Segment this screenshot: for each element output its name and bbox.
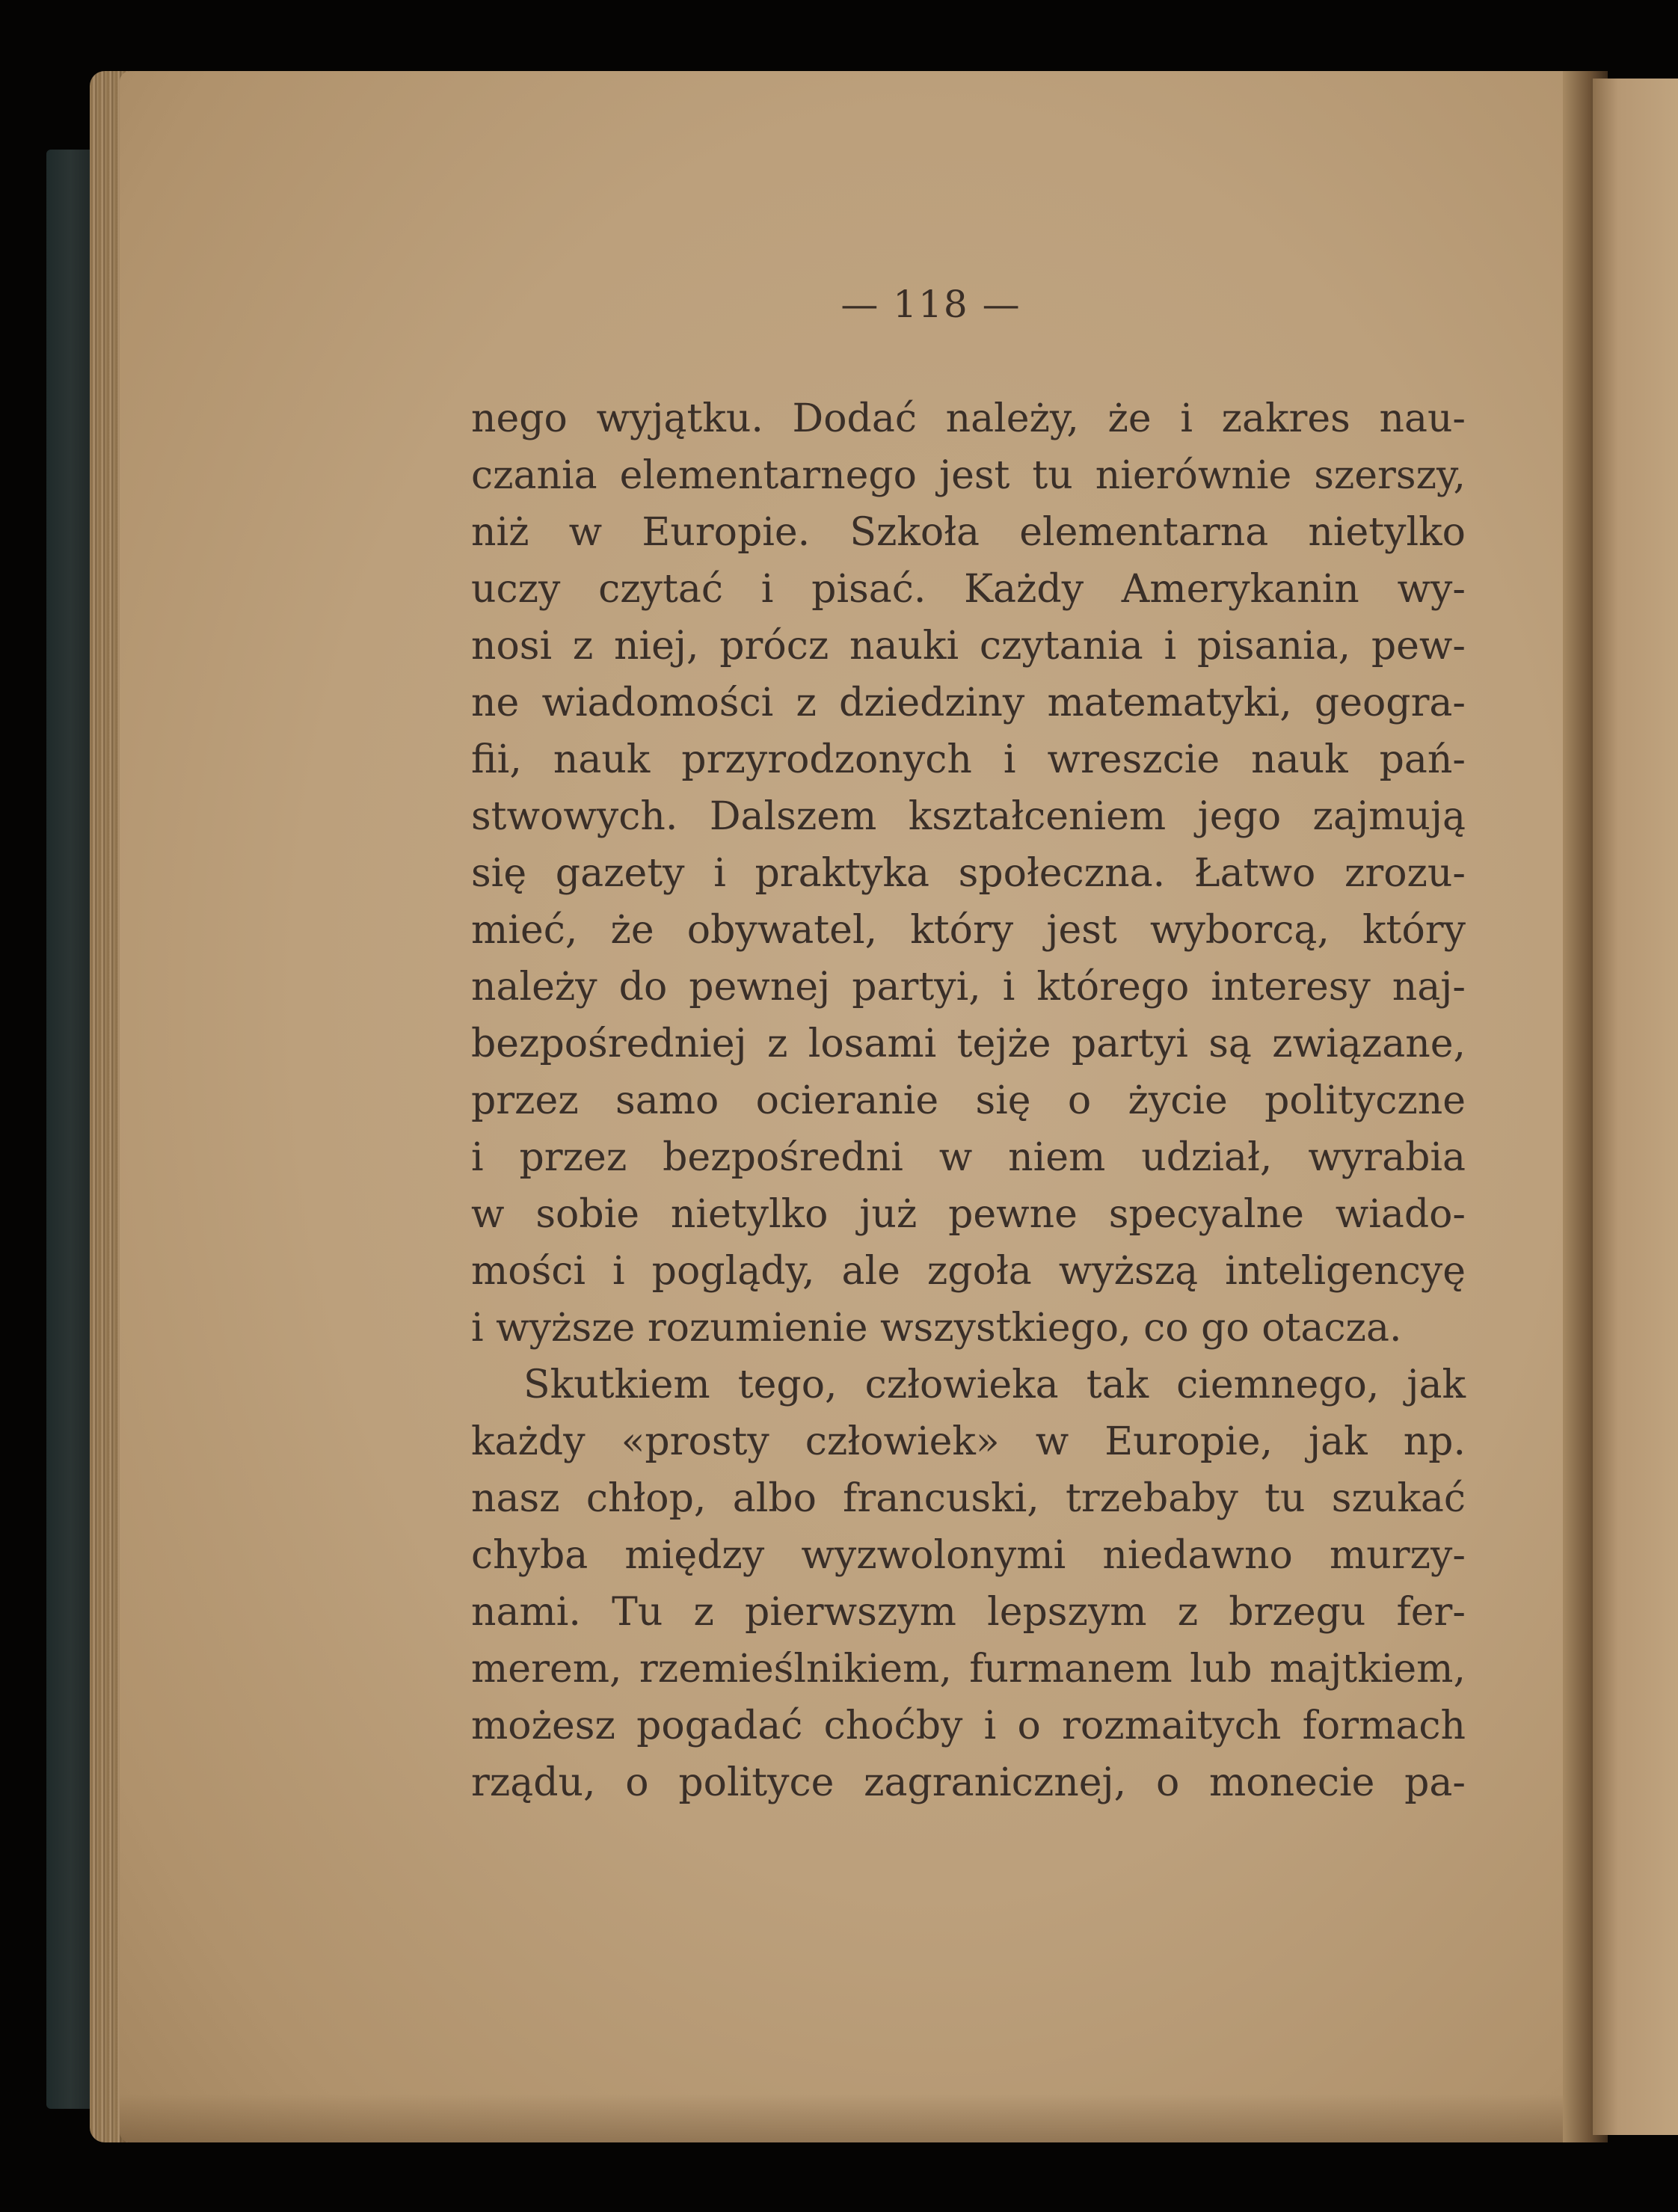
page-bottom-shadow <box>120 2094 1596 2142</box>
text-line: niż w Europie. Szkoła elementarna nietylko <box>471 510 1466 555</box>
text-line: czania elementarnego jest tu nierównie szerszy, <box>471 453 1466 498</box>
text-line: nami. Tu z pierwszym lepszym z brzegu fer- <box>471 1590 1466 1635</box>
text-line: bezpośredniej z losami tejże partyi są związane, <box>471 1021 1466 1066</box>
text-line: nego wyjątku. Dodać należy, że i zakres nau- <box>471 396 1466 441</box>
text-line: należy do pewnej partyi, i którego interesy naj- <box>471 965 1466 1010</box>
text-line: chyba między wyzwolonymi niedawno murzy- <box>471 1533 1466 1578</box>
text-line: fii, nauk przyrodzonych i wreszcie nauk pań- <box>471 737 1466 782</box>
text-line: mieć, że obywatel, który jest wyborcą, który <box>471 908 1466 953</box>
page-number: — 118 — <box>840 283 1021 326</box>
text-line: ne wiadomości z dziedziny matematyki, geogra- <box>471 681 1466 725</box>
body-text <box>471 390 1466 1811</box>
text-line: rządu, o polityce zagranicznej, o monecie pa- <box>471 1760 1466 1805</box>
text-line: i przez bezpośredni w niem udział, wyrabia <box>471 1135 1466 1180</box>
text-line: nasz chłop, albo francuski, trzebaby tu szukać <box>471 1476 1466 1521</box>
text-line: mości i poglądy, ale zgoła wyższą inteligencyę <box>471 1249 1466 1294</box>
text-line: się gazety i praktyka społeczna. Łatwo zrozu- <box>471 851 1466 896</box>
text-line: Skutkiem tego, człowieka tak ciemnego, jak <box>523 1362 1466 1407</box>
text-line: nosi z niej, prócz nauki czytania i pisania, pew- <box>471 624 1466 669</box>
text-line: przez samo ocieranie się o życie polityczne <box>471 1078 1466 1123</box>
text-line: stwowych. Dalszem kształceniem jego zajmują <box>471 794 1466 839</box>
text-line: uczy czytać i pisać. Każdy Amerykanin wy- <box>471 567 1466 612</box>
text-line: każdy «prosty człowiek» w Europie, jak np. <box>471 1419 1466 1464</box>
text-line: merem, rzemieślnikiem, furmanem lub majtkiem, <box>471 1647 1466 1692</box>
text-line: możesz pogadać choćby i o rozmaitych formach <box>471 1703 1466 1748</box>
text-line: i wyższe rozumienie wszystkiego, co go otacza. <box>471 1306 1402 1351</box>
facing-page-edge <box>1593 79 1678 2135</box>
text-line: w sobie nietylko już pewne specyalne wiado- <box>471 1192 1466 1237</box>
